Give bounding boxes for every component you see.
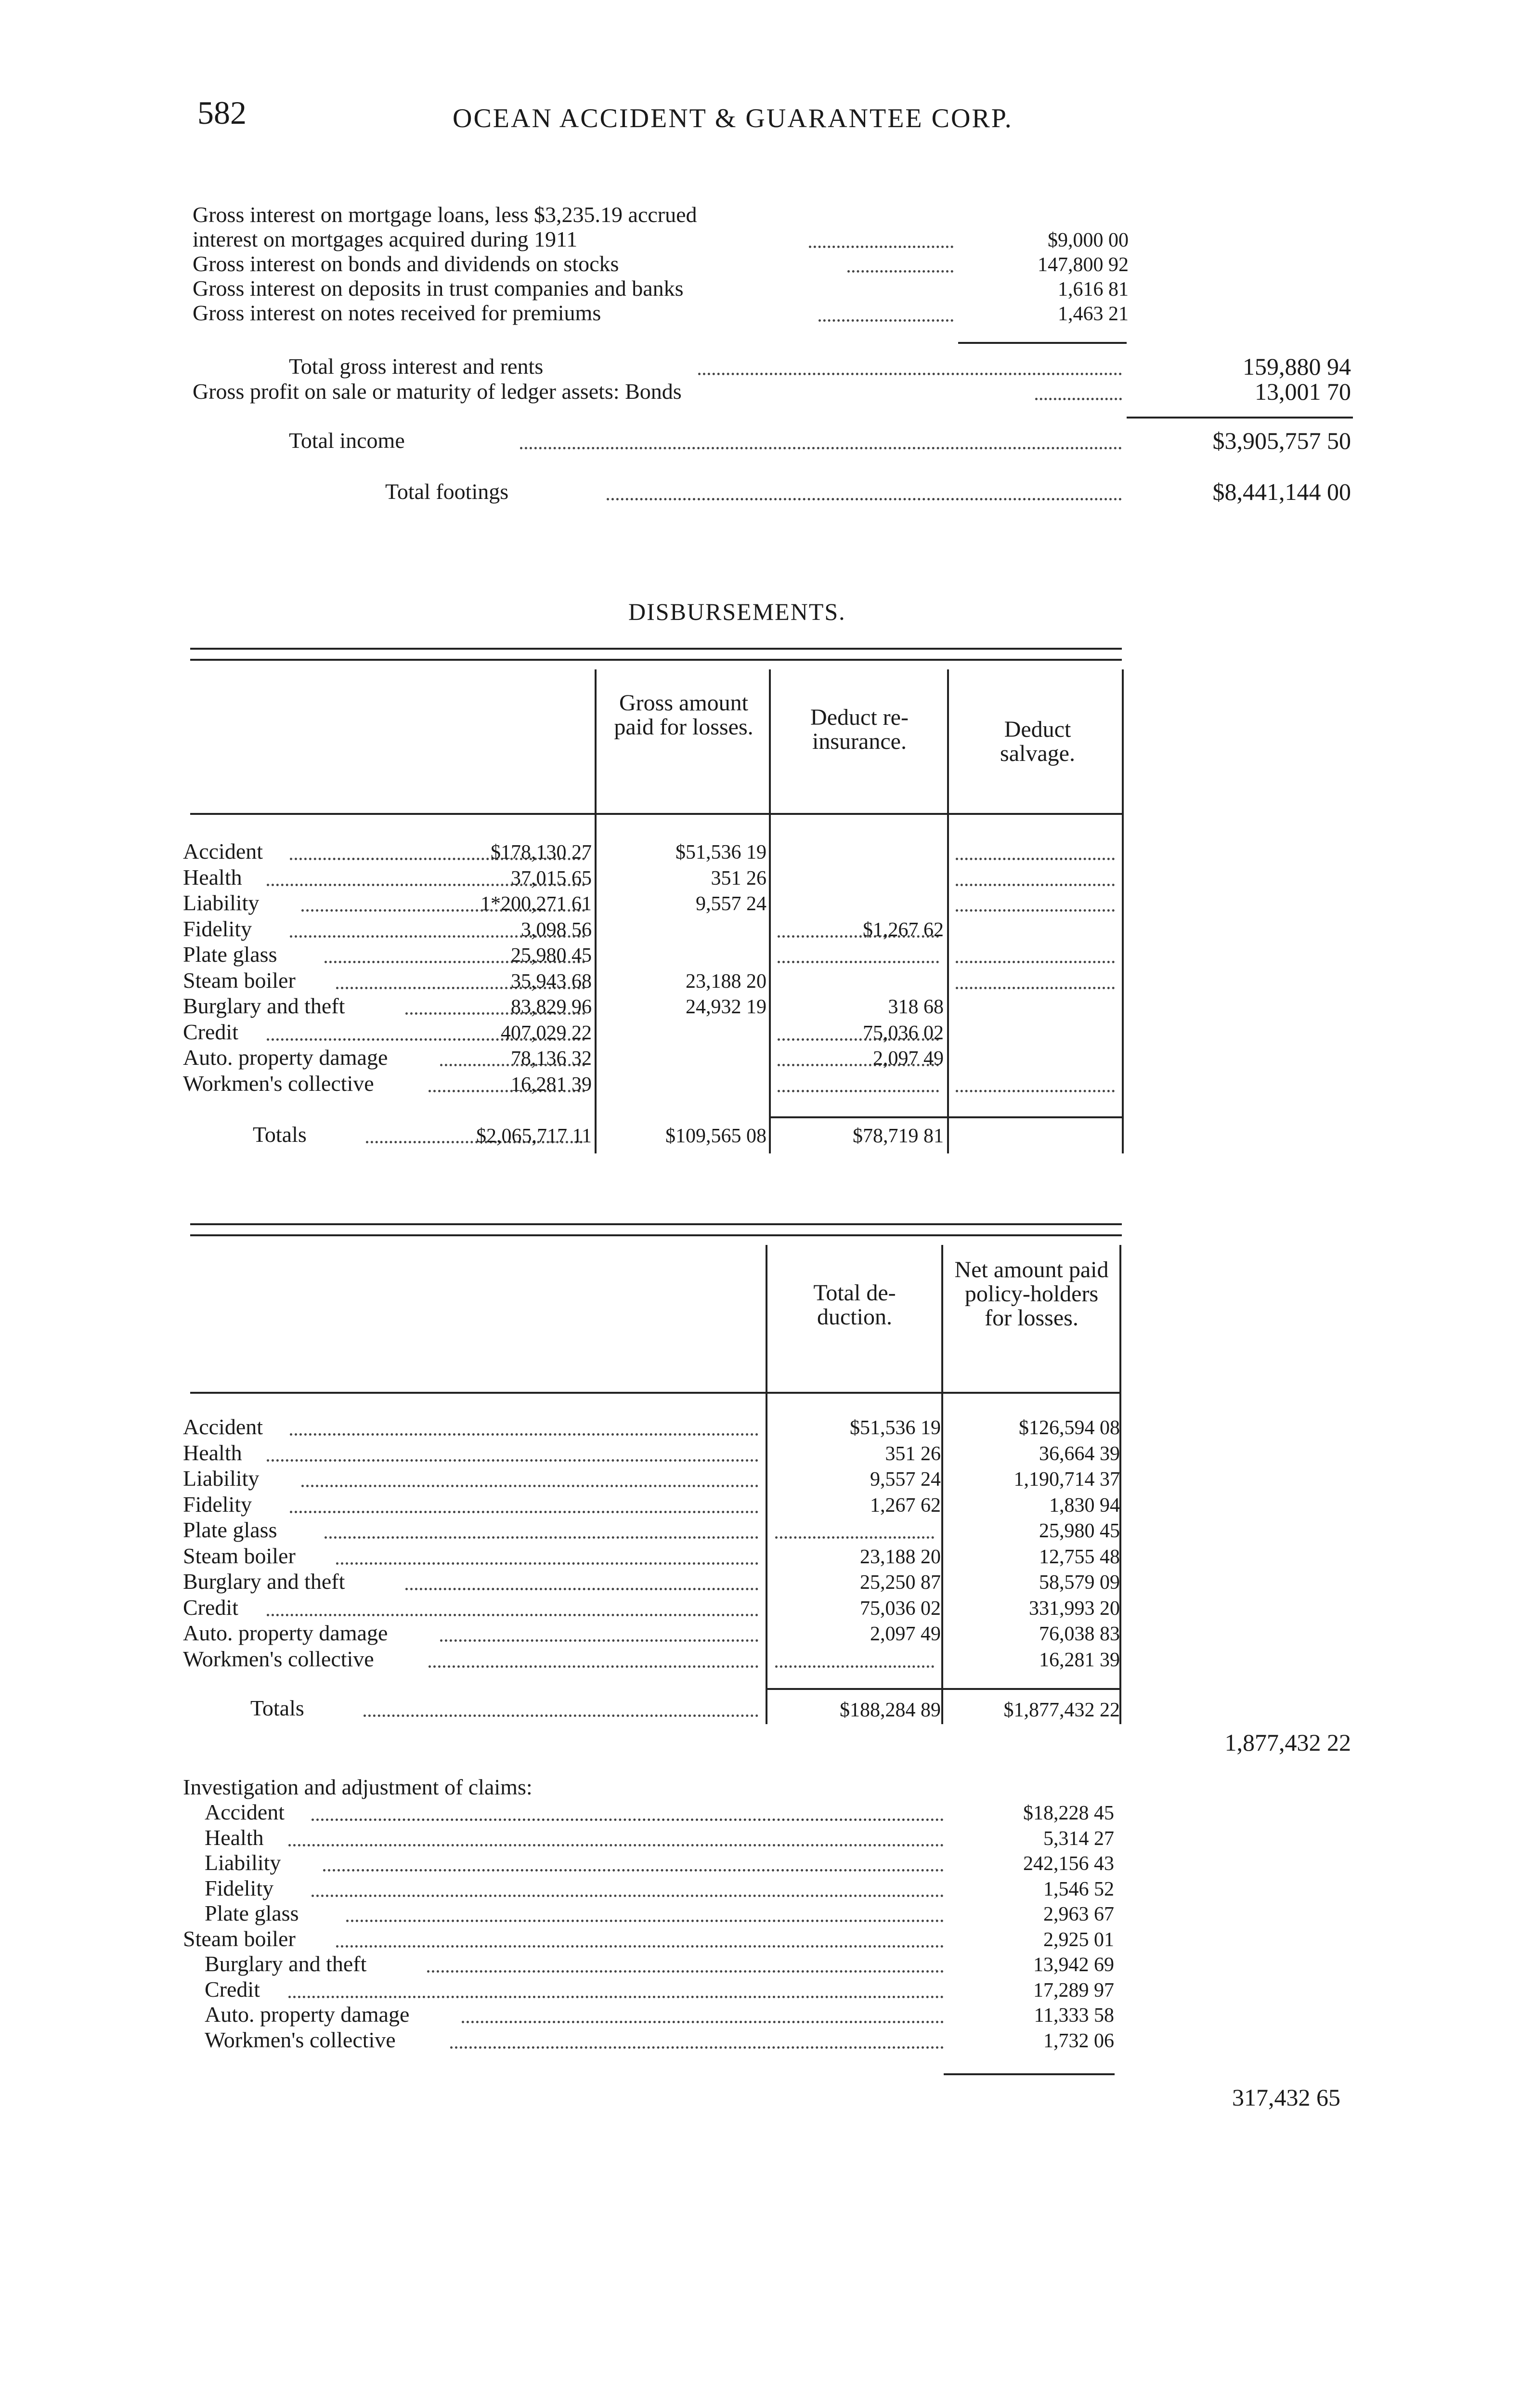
table2-row-deduction: 75,036 02 — [860, 1597, 941, 1620]
table1-top-rule-2 — [190, 659, 1122, 661]
table2-totals-leader — [364, 1714, 758, 1717]
table2-row-deduction: 351 26 — [885, 1443, 941, 1465]
table2-row-label: Burglary and theft — [183, 1569, 345, 1594]
table2-col-divider-1 — [766, 1245, 767, 1724]
table1-col-divider-4 — [1122, 669, 1124, 1153]
investigation-row-amount: 2,963 67 — [1043, 1903, 1114, 1925]
investigation-total: 317,432 65 — [1232, 2084, 1340, 2111]
table1-row-reinsurance: 351 26 — [711, 867, 766, 890]
investigation-row-label: Burglary and theft — [205, 1951, 367, 1976]
table2-row-label: Plate glass — [183, 1518, 277, 1542]
investigation-row-amount: 5,314 27 — [1043, 1828, 1114, 1850]
table1-row-label: Workmen's collective — [183, 1071, 374, 1096]
table2-row-deduction: 25,250 87 — [860, 1571, 941, 1594]
investigation-row-leader — [288, 1844, 944, 1846]
investigation-row-amount: 2,925 01 — [1043, 1929, 1114, 1951]
table1-row-gross: 35,943 68 — [511, 970, 592, 993]
table1-row-gross: 1*200,271 61 — [481, 893, 592, 915]
table1-header-salvage: Deduct salvage. — [1000, 717, 1075, 766]
table2-row-label: Accident — [183, 1414, 263, 1439]
investigation-row-leader — [450, 2046, 944, 2049]
income-line-3-label: Gross interest on bonds and dividends on stocks — [193, 251, 619, 276]
investigation-row-leader — [288, 1996, 944, 1998]
investigation-row-amount: $18,228 45 — [1023, 1802, 1114, 1824]
table2-row-leader — [325, 1536, 758, 1539]
table1-totals-rule-2 — [947, 1116, 1122, 1118]
table2-row-leader — [267, 1614, 758, 1616]
table1-row-gross: 78,136 32 — [511, 1047, 592, 1070]
table2-row-leader — [429, 1665, 758, 1668]
investigation-row-label: Plate glass — [205, 1901, 299, 1925]
table2-row-net: 16,281 39 — [1039, 1649, 1120, 1671]
total-footings-leader — [607, 498, 1122, 500]
table2-row-deduction: 23,188 20 — [860, 1546, 941, 1568]
total-income-label: Total income — [289, 428, 405, 453]
table2-row-leader — [440, 1639, 758, 1642]
table1-totals-gross: $2,065,717 11 — [476, 1125, 592, 1147]
table2-row-label: Fidelity — [183, 1492, 252, 1517]
running-head: OCEAN ACCIDENT & GUARANTEE CORP. — [453, 104, 1013, 133]
table2-row-net: 331,993 20 — [1029, 1597, 1120, 1620]
table1-row-salvage-blank — [956, 909, 1115, 912]
table2-totals-net: $1,877,432 22 — [1003, 1699, 1120, 1721]
table1-row-salvage-blank — [956, 884, 1115, 886]
table2-row-net: 58,579 09 — [1039, 1571, 1120, 1594]
investigation-row-label: Fidelity — [205, 1876, 274, 1900]
table1-row-label: Fidelity — [183, 916, 252, 941]
table2-row-net: 1,190,714 37 — [1013, 1468, 1120, 1491]
investigation-row-label: Accident — [205, 1800, 285, 1824]
table2-carried-amount: 1,877,432 22 — [1224, 1729, 1351, 1756]
table2-totals-label: Totals — [250, 1696, 304, 1720]
table1-row-salvage-blank — [956, 858, 1115, 860]
income-line-2-label: interest on mortgages acquired during 1911 — [193, 227, 578, 251]
investigation-row-amount: 17,289 97 — [1033, 1979, 1114, 2002]
table1-totals-rule-1 — [769, 1116, 947, 1118]
table2-row-net: 76,038 83 — [1039, 1623, 1120, 1645]
table1-row-salvage: 75,036 02 — [863, 1022, 944, 1044]
table2-header-deduction: Total de-duction. — [813, 1280, 896, 1330]
page-number: 582 — [197, 94, 247, 131]
total-footings-amount: $8,441,144 00 — [1212, 478, 1351, 505]
table1-row-gross: 83,829 96 — [511, 996, 592, 1018]
table1-row-reinsurance: 9,557 24 — [696, 893, 766, 915]
table2-row-leader — [267, 1459, 758, 1462]
table1-top-rule-1 — [190, 648, 1122, 650]
investigation-row-amount: 11,333 58 — [1034, 2004, 1114, 2027]
table2-top-rule-2 — [190, 1234, 1122, 1236]
table2-row-label: Health — [183, 1440, 242, 1465]
disbursements-title: DISBURSEMENTS. — [628, 598, 846, 625]
investigation-row-leader — [346, 1920, 944, 1922]
investigation-row-leader — [462, 2021, 944, 2023]
table2-row-net: 1,830 94 — [1049, 1494, 1120, 1517]
table1-totals-label: Totals — [253, 1122, 307, 1147]
investigation-heading: Investigation and adjustment of claims: — [183, 1775, 533, 1799]
table2-row-leader — [405, 1588, 758, 1590]
table1-row-label: Steam boiler — [183, 968, 296, 993]
income-line-4-label: Gross interest on deposits in trust companies and banks — [193, 276, 684, 301]
table1-row-label: Health — [183, 865, 242, 890]
income-line-5-label: Gross interest on notes received for premiums — [193, 301, 601, 325]
investigation-total-rule — [944, 2073, 1115, 2075]
table2-row-deduction: 9,557 24 — [870, 1468, 941, 1491]
table1-row-salvage: 318 68 — [888, 996, 944, 1018]
investigation-row-amount: 1,546 52 — [1043, 1878, 1114, 1900]
table2-totals-deduction: $188,284 89 — [840, 1699, 941, 1721]
table1-row-salvage: 2,097 49 — [873, 1047, 944, 1070]
table1-header-reinsurance: Deduct re-insurance. — [810, 705, 909, 754]
table2-totals-rule-2 — [941, 1688, 1119, 1690]
table1-row-salvage: $1,267 62 — [863, 919, 944, 941]
income-line-1-label: Gross interest on mortgage loans, less $3,235.19 accrued — [193, 202, 697, 227]
table1-row-gross: 37,015 65 — [511, 867, 592, 890]
total-income-rule — [1127, 417, 1353, 419]
income-line-2-amount: $9,000 00 — [1048, 229, 1129, 251]
table2-row-deduction: 2,097 49 — [870, 1623, 941, 1645]
table2-row-net: 25,980 45 — [1039, 1520, 1120, 1542]
table1-row-label: Liability — [183, 890, 260, 915]
table1-row-gross: 3,098 56 — [521, 919, 592, 941]
table1-header-gross: Gross amount paid for losses. — [614, 690, 754, 740]
total-interest-label: Total gross interest and rents — [289, 354, 544, 379]
income-line-5-leader — [818, 319, 953, 322]
table2-row-leader — [301, 1485, 758, 1487]
investigation-row-leader — [336, 1945, 944, 1948]
investigation-row-leader — [323, 1869, 944, 1871]
table1-row-label: Accident — [183, 839, 263, 864]
profit-amount: 13,001 70 — [1255, 378, 1351, 405]
table2-row-label: Auto. property damage — [183, 1621, 388, 1645]
table1-row-reinsurance-blank — [778, 1090, 939, 1092]
investigation-row-amount: 242,156 43 — [1023, 1853, 1114, 1875]
table2-row-leader — [336, 1562, 758, 1565]
total-interest-leader — [698, 373, 1122, 375]
table1-row-gross: 16,281 39 — [511, 1073, 592, 1096]
investigation-row-label: Steam boiler — [183, 1926, 296, 1951]
table1-row-label: Credit — [183, 1020, 238, 1044]
table1-row-gross: $178,130 27 — [491, 841, 592, 864]
table1-row-salvage-blank — [956, 987, 1115, 989]
income-line-3-amount: 147,800 92 — [1038, 254, 1129, 276]
table2-row-deduction-blank — [775, 1536, 934, 1539]
table1-row-gross: 25,980 45 — [511, 944, 592, 967]
table1-row-salvage-blank — [956, 961, 1115, 963]
table1-row-reinsurance: $51,536 19 — [676, 841, 766, 864]
table1-row-gross: 407,029 22 — [501, 1022, 592, 1044]
table1-col-divider-3 — [947, 669, 949, 1153]
income-line-3-leader — [847, 270, 953, 273]
table1-header-rule — [190, 813, 1124, 815]
table2-top-rule-1 — [190, 1223, 1122, 1225]
table2-row-label: Steam boiler — [183, 1544, 296, 1568]
table1-row-reinsurance: 24,932 19 — [686, 996, 766, 1018]
table2-row-deduction-blank — [775, 1665, 934, 1668]
table1-row-salvage-blank — [956, 1090, 1115, 1092]
table2-row-net: $126,594 08 — [1019, 1417, 1120, 1439]
investigation-row-leader — [427, 1970, 944, 1973]
table1-row-label: Plate glass — [183, 942, 277, 967]
investigation-row-label: Credit — [205, 1977, 260, 2002]
table2-row-label: Workmen's collective — [183, 1647, 374, 1671]
table1-row-reinsurance: 23,188 20 — [686, 970, 766, 993]
profit-leader — [1035, 398, 1122, 400]
table2-col-divider-2 — [941, 1245, 943, 1724]
table2-row-deduction: $51,536 19 — [850, 1417, 941, 1439]
table1-totals-salvage: $78,719 81 — [853, 1125, 944, 1147]
table2-header-rule — [190, 1392, 1121, 1394]
investigation-row-leader — [312, 1895, 944, 1897]
investigation-row-label: Health — [205, 1825, 264, 1850]
income-line-2-leader — [809, 246, 953, 248]
table1-totals-reinsurance: $109,565 08 — [665, 1125, 766, 1147]
table2-row-leader — [290, 1511, 758, 1513]
investigation-row-leader — [312, 1819, 944, 1821]
investigation-row-label: Auto. property damage — [205, 2002, 410, 2027]
investigation-row-label: Workmen's collective — [205, 2028, 396, 2052]
table1-row-label: Burglary and theft — [183, 994, 345, 1018]
income-line-4-amount: 1,616 81 — [1058, 278, 1129, 301]
profit-label: Gross profit on sale or maturity of ledger assets: Bonds — [193, 379, 682, 404]
table2-row-net: 12,755 48 — [1039, 1546, 1120, 1568]
income-line-5-amount: 1,463 21 — [1058, 303, 1129, 325]
investigation-row-amount: 1,732 06 — [1043, 2030, 1114, 2052]
table2-row-net: 36,664 39 — [1039, 1443, 1120, 1465]
table1-col-divider-2 — [769, 669, 771, 1153]
total-income-leader — [520, 447, 1122, 449]
total-income-amount: $3,905,757 50 — [1212, 427, 1351, 454]
table2-row-leader — [290, 1433, 758, 1436]
investigation-row-label: Liability — [205, 1850, 281, 1875]
table2-row-label: Credit — [183, 1595, 238, 1620]
table1-col-divider-1 — [595, 669, 597, 1153]
total-footings-label: Total footings — [385, 479, 509, 504]
investigation-row-amount: 13,942 69 — [1033, 1954, 1114, 1976]
table1-row-reinsurance-blank — [778, 961, 939, 963]
table2-header-net: Net amount paid policy-holders for losses. — [954, 1257, 1109, 1331]
income-subtotal-rule — [958, 342, 1127, 344]
table1-row-label: Auto. property damage — [183, 1045, 388, 1070]
table2-row-deduction: 1,267 62 — [870, 1494, 941, 1517]
table2-totals-rule-1 — [766, 1688, 941, 1690]
table2-row-label: Liability — [183, 1466, 260, 1491]
total-interest-amount: 159,880 94 — [1243, 353, 1351, 380]
